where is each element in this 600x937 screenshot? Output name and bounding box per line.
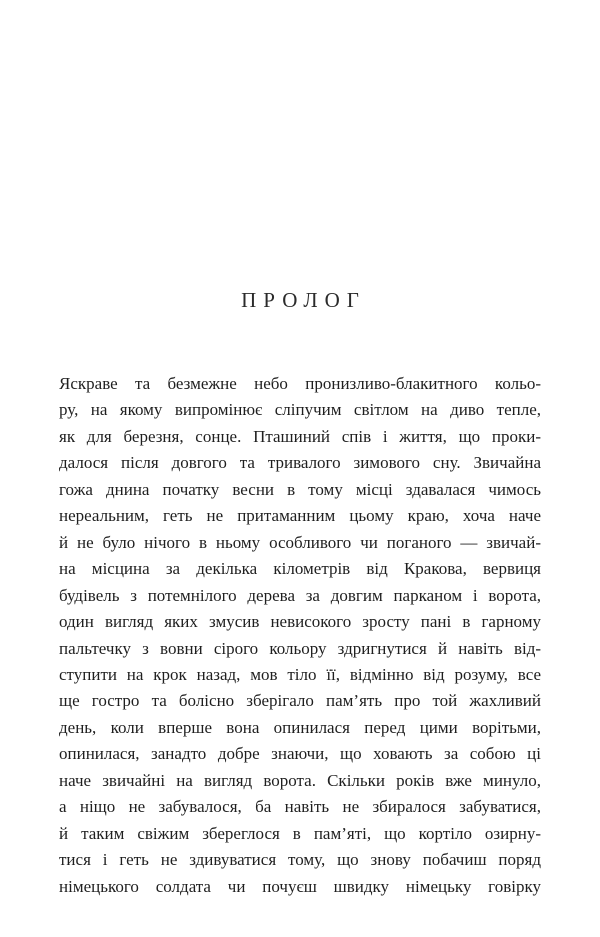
text-line: далося після довгого та тривалого зимового сну. Звичайна — [59, 453, 541, 473]
text-line: як для березня, сонце. Пташиний спів і життя, що проки- — [59, 426, 541, 446]
text-line: ще гостро та болісно зберігало пам’ять про той жахливий — [59, 691, 541, 711]
text-line: пальтечку з вовни сірого кольору здригнутися й навіть від- — [59, 638, 541, 658]
text-line: ру, на якому випромінює сліпучим світлом на диво тепле, — [59, 400, 541, 420]
text-line: тися і геть не здивуватися тому, що знову побачиш поряд — [59, 850, 541, 870]
text-line: німецького солдата чи почуєш швидку німецьку говірку — [59, 876, 541, 896]
text-line: наче звичайні на вигляд ворота. Скільки років вже минуло, — [59, 770, 541, 790]
text-line: гожа днина початку весни в тому місці здавалася чимось — [59, 479, 541, 499]
text-line: день, коли вперше вона опинилася перед цими ворітьми, — [59, 717, 541, 737]
text-line: й таким свіжим збереглося в пам’яті, що кортіло озирну- — [59, 823, 541, 843]
text-line: опинилася, занадто добре знаючи, що ховають за собою ці — [59, 744, 541, 764]
text-line: нереальним, геть не притаманним цьому краю, хоча наче — [59, 506, 541, 526]
text-line: один вигляд яких змусив невисокого зросту пані в гарному — [59, 612, 541, 632]
chapter-heading: ПРОЛОГ — [241, 288, 366, 312]
text-line: й не було нічого в ньому особливого чи поганого — звичай- — [59, 532, 541, 552]
text-line: будівель з потемнілого дерева за довгим парканом і ворота, — [59, 585, 541, 605]
text-line: а ніщо не забувалося, ба навіть не збиралося забуватися, — [59, 797, 541, 817]
body-paragraph — [59, 371, 541, 900]
text-line: Яскраве та безмежне небо пронизливо-блакитного кольо- — [59, 374, 541, 393]
text-line: на місцина за декілька кілометрів від Кракова, вервиця — [59, 559, 541, 579]
text-line: ступити на крок назад, мов тіло її, відмінно від розуму, все — [59, 664, 541, 684]
